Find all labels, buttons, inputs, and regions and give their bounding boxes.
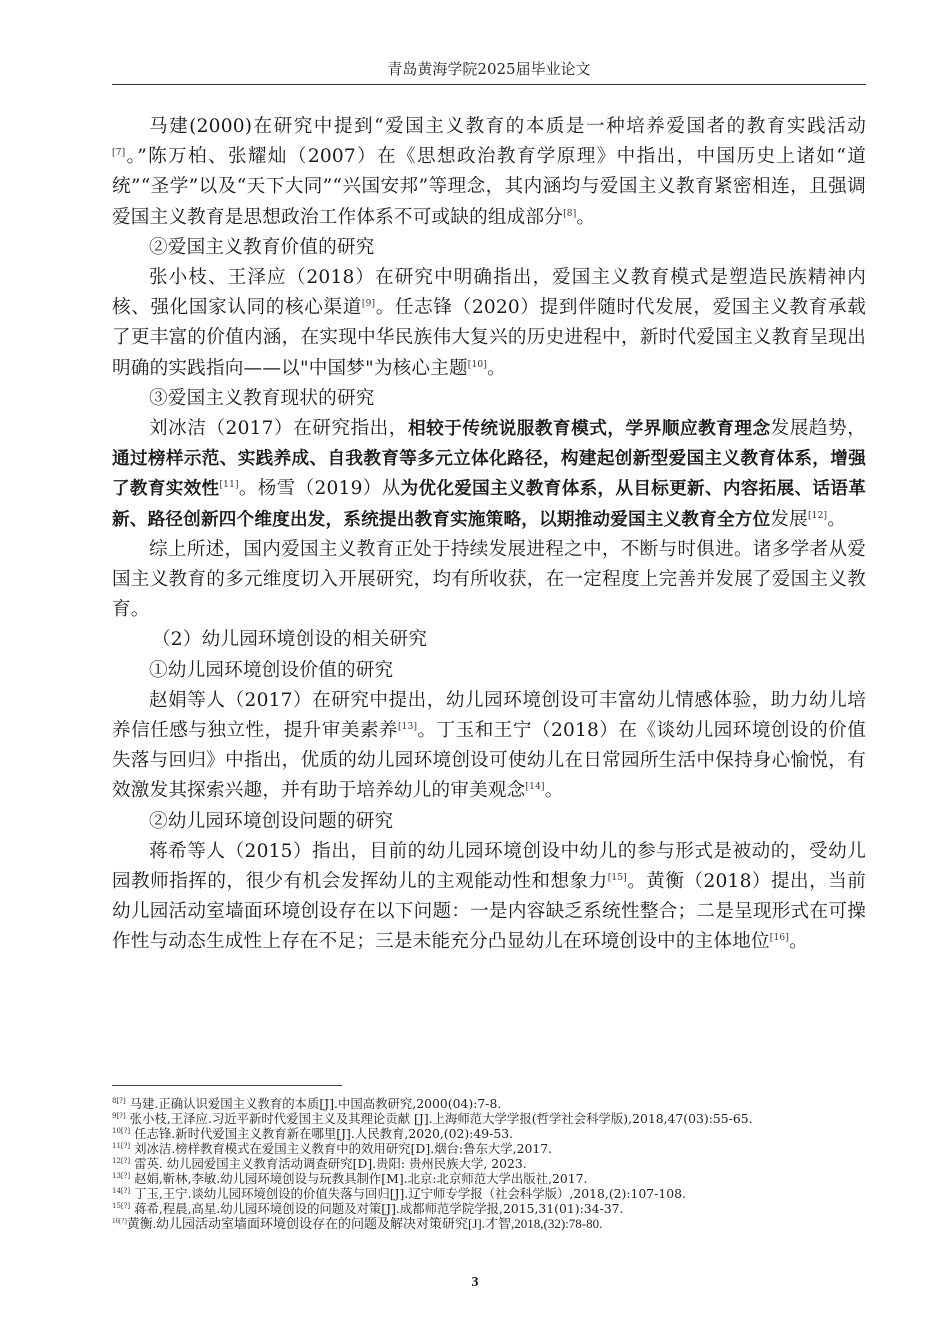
- heading-env-problem: ②幼儿园环境创设问题的研究: [149, 810, 394, 832]
- heading-patriotic-value: ②爱国主义教育价值的研究: [149, 236, 375, 258]
- citation-10: [10]: [467, 359, 488, 370]
- paragraph-summary: 综上所述，国内爱国主义教育正处于持续发展进程之中，不断与时俱进。诸多学者从爱国主义教育的多元维度切入开展研究，均有所收获，在一定程度上完善并发展了爱国主义教育。: [112, 538, 866, 621]
- main-text: [112, 112, 866, 958]
- citation-13: [13]: [397, 722, 418, 733]
- footnote-item: $^{15[?]}$ 蒋希,程晨,高星.幼儿园环境创设的问题及对策[J].成都师范学院学报,2015,31(01):34-37.: [112, 1201, 624, 1216]
- citation-7: [7]: [112, 148, 126, 159]
- footnote-item: $^{10[?]}$ 任志锋.新时代爱国主义教育新在哪里[J].人民教育,2020,(02):49-53.: [112, 1126, 514, 1141]
- footnote-item: $^{12[?]}$ 雷英. 幼儿园爱国主义教育活动调查研究[D].贵阳: 贵州民族大学, 2023.: [112, 1156, 527, 1171]
- citation-12: [12]: [807, 510, 828, 521]
- heading-env-value: ①幼儿园环境创设价值的研究: [149, 659, 394, 681]
- citation-14: [14]: [525, 782, 545, 793]
- page-number: 3: [471, 1275, 479, 1290]
- paragraph-5: 赵娟等人（2017）在研究中提出，幼儿园环境创设可丰富幼儿情感体验，助力幼儿培养信任感与独立性，提升审美素养[13]。丁玉和王宁（2018）在《谈幼儿园环境创设的价值失落与回归》中指出，优质的幼儿园环境创设可使幼儿在日常园所生活中保持身心愉悦，有效激发其探索兴趣，并有助于培养幼儿的审美观念[14]。: [112, 689, 866, 802]
- footnotes: [112, 1096, 860, 1231]
- paragraph-2: 张小枝、王泽应（2018）在研究中明确指出，爱国主义教育模式是塑造民族精神内核、强化国家认同的核心渠道[9]。任志锋（2020）提到伴随时代发展，爱国主义教育承载了更丰富的价值内涵，在实现中华民族伟大复兴的历史进程中，新时代爱国主义教育呈现出明确的实践指向——以"中国梦"为核心主题[10]。: [112, 267, 866, 379]
- footnote-item: $^{11[?]}$ 刘冰洁.榜样教育模式在爱国主义教育中的效用研究[D].烟台:鲁东大学,2017.: [112, 1141, 553, 1156]
- citation-11: [11]: [219, 480, 239, 491]
- footnote-item: $^{8[?]}$ 马建.正确认识爱国主义教育的本质[J].中国高教研究,2000(04):7-8.: [112, 1096, 502, 1111]
- page-header-title: 青岛黄海学院2025届毕业论文: [387, 60, 591, 78]
- citation-15: [15]: [607, 873, 627, 884]
- citation-16: [16]: [769, 933, 790, 944]
- footnote-item: $^{16[?]}$黄衡.幼儿园活动室墙面环境创设存在的问题及解决对策研究[J].才智,2018,(32):78-80.: [112, 1216, 603, 1231]
- section-heading-2: （2）幼儿园环境创设的相关研究: [152, 629, 428, 651]
- paragraph-3: 刘冰洁（2017）在研究指出，相较于传统说服教育模式，学界顺应教育理念发展趋势，通过榜样示范、实践养成、自我教育等多元立体化路径，构建起创新型爱国主义教育体系，增强了教育实效性[11]。杨雪（2019）从为优化爱国主义教育体系，从目标更新、内容拓展、话语革新、路径创新四个维度出发，系统提出教育实施策略，以期推动爱国主义教育全方位发展[12]。: [112, 418, 867, 530]
- citation-9: [9]: [361, 299, 376, 310]
- header-divider: [112, 84, 866, 85]
- heading-patriotic-status: ③爱国主义教育现状的研究: [149, 387, 375, 409]
- footnote-divider: [112, 1085, 342, 1086]
- paragraph-6: 蒋希等人（2015）指出，目前的幼儿园环境创设中幼儿的参与形式是被动的，受幼儿园教师指挥的，很少有机会发挥幼儿的主观能动性和想象力[15]。黄衡（2018）提出，当前幼儿园活动室墙面环境创设存在以下问题：一是内容缺乏系统性整合；二是呈现形式在可操作性与动态生成性上存在不足；三是未能充分凸显幼儿在环境创设中的主体地位[16]。: [112, 840, 867, 953]
- footnote-item: $^{13[?]}$ 赵娟,靳林,李敏.幼儿园环境创设与玩教具制作[M].北京:北京师范大学出版社,2017.: [112, 1171, 588, 1186]
- footnote-item: $^{9[?]}$ 张小枝,王泽应.习近平新时代爱国主义及其理论贡献 [J].上海师范大学学报(哲学社会科学版),2018,47(03):55-65.: [112, 1111, 753, 1126]
- citation-8: [8]: [563, 208, 577, 219]
- footnote-item: $^{14[?]}$ 丁玉,王宁.谈幼儿园环境创设的价值失落与回归[J].辽宁师专学报（社会科学版）,2018,(2):107-108.: [112, 1186, 686, 1201]
- paragraph-1: 马建(2000)在研究中提到“爱国主义教育的本质是一种培养爱国者的教育实践活动[7]。”陈万柏、张耀灿（2007）在《思想政治教育学原理》中指出，中国历史上诸如“道统”“圣学”以及“天下大同”“兴国安邦”等理念，其内涵均与爱国主义教育紧密相连，且强调爱国主义教育是思想政治工作体系不可或缺的组成部分[8]。: [112, 116, 866, 228]
